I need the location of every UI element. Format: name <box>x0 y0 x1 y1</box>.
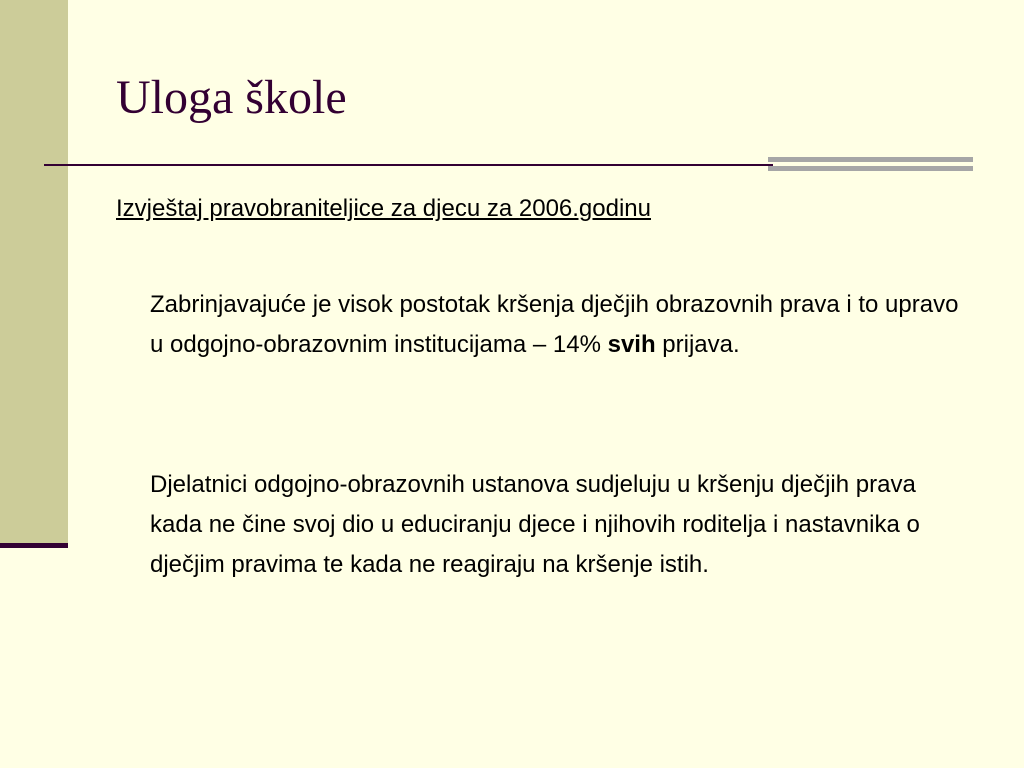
paragraph-statistic-text: Zabrinjavajuće je visok postotak kršenja dječjih obrazovnih prava i to upravo u odgojno-obrazovnim institucijama – 14% <box>150 291 959 358</box>
left-band-underline <box>0 543 68 548</box>
paragraph-statistic <box>150 285 960 365</box>
decorative-grey-bars <box>768 157 973 175</box>
paragraph-statistic-end: prijava. <box>655 331 740 358</box>
grey-bar <box>768 166 973 171</box>
left-decorative-band <box>0 0 68 543</box>
slide-title: Uloga škole <box>116 71 347 124</box>
paragraph-statistic-bold: svih <box>607 331 656 358</box>
grey-bar <box>768 157 973 162</box>
title-divider-line <box>44 164 773 166</box>
report-heading: Izvještaj pravobraniteljice za djecu za 2006.godinu <box>116 195 651 222</box>
paragraph-employees: Djelatnici odgojno-obrazovnih ustanova sudjeluju u kršenju dječjih prava kada ne čine svoj dio u educiranju djece i njihovih roditelja i nastavnika o dječjim pravima te kada ne reagiraju na kršenje istih. <box>150 471 920 578</box>
